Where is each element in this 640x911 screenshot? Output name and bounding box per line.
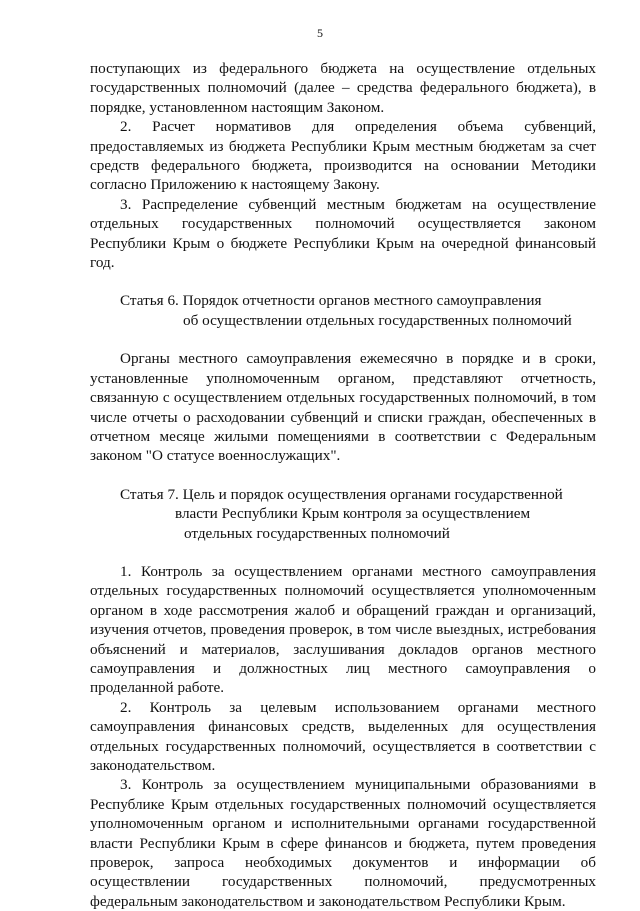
article-7-paragraph-3: 3. Контроль за осуществлением муниципальными образованиями в Республике Крым отдельных государственных полномочий осуществляется уполномоченным органом и исполнительными органами государственной власти Республики Крым в сфере финансов и бюджета, путем проведения проверок, запроса необходимых документов и информации об осуществлении государственных полномочий, предусмотренных федеральным законодательством и законодательством Республики Крым. <box>90 776 596 910</box>
paragraph-continuation: поступающих из федерального бюджета на осуществление отдельных государственных полномочий (далее – средства федерального бюджета), в порядке, установленном настоящим Законом. <box>90 60 596 116</box>
article-7-title-line-3: отдельных государственных полномочий <box>184 524 450 542</box>
article-7-paragraph-2: 2. Контроль за целевым использованием органами местного самоуправления финансовых средств, выделенных для осуществления отдельных государственных полномочий, осуществляется в соответствии с законодательством. <box>90 698 596 774</box>
article-6-title-line-2: об осуществлении отдельных государственных полномочий <box>183 311 572 329</box>
article-6-title-line-1: Статья 6. Порядок отчетности органов местного самоуправления <box>120 292 542 310</box>
article-6-paragraph: Органы местного самоуправления ежемесячно в порядке и в сроки, установленные уполномоченным органом, представляют отчетность, связанную с осуществлением отдельных государственных полномочий, в том числе отчеты о расходовании субвенций и списки граждан, обеспеченных в отчетном месяце жилыми помещениями в соответствии с Федеральным законом "О статусе военнослужащих". <box>90 350 596 465</box>
article-7-title-line-1: Статья 7. Цель и порядок осуществления органами государственной <box>120 485 563 503</box>
page-number: 5 <box>317 26 323 40</box>
article-7-title-line-2: власти Республики Крым контроля за осуществлением <box>175 505 531 523</box>
paragraph-2: 2. Расчет нормативов для определения объема субвенций, предоставляемых из бюджета Республики Крым местным бюджетам за счет средств федерального бюджета, производится на основании Методики согласно Приложению к настоящему Закону. <box>90 118 596 194</box>
paragraph-3: 3. Распределение субвенций местным бюджетам на осуществление отдельных государственных полномочий осуществляется законом Республики Крым о бюджете Республики Крым на очередной финансовый год. <box>90 195 596 272</box>
article-6-heading <box>90 291 596 330</box>
document-body <box>90 59 596 911</box>
article-7-paragraph-1: 1. Контроль за осуществлением органами местного самоуправления отдельных государственных полномочий осуществляется уполномоченным органом в ходе рассмотрения жалоб и обращений граждан и организаций, изучения отчетов, проведения проверок, в том числе выездных, истребования объяснений и материалов, заслушивания докладов органов местного самоуправления и должностных лиц местного самоуправления о проделанной работе. <box>90 562 596 697</box>
article-7-heading <box>90 485 596 543</box>
